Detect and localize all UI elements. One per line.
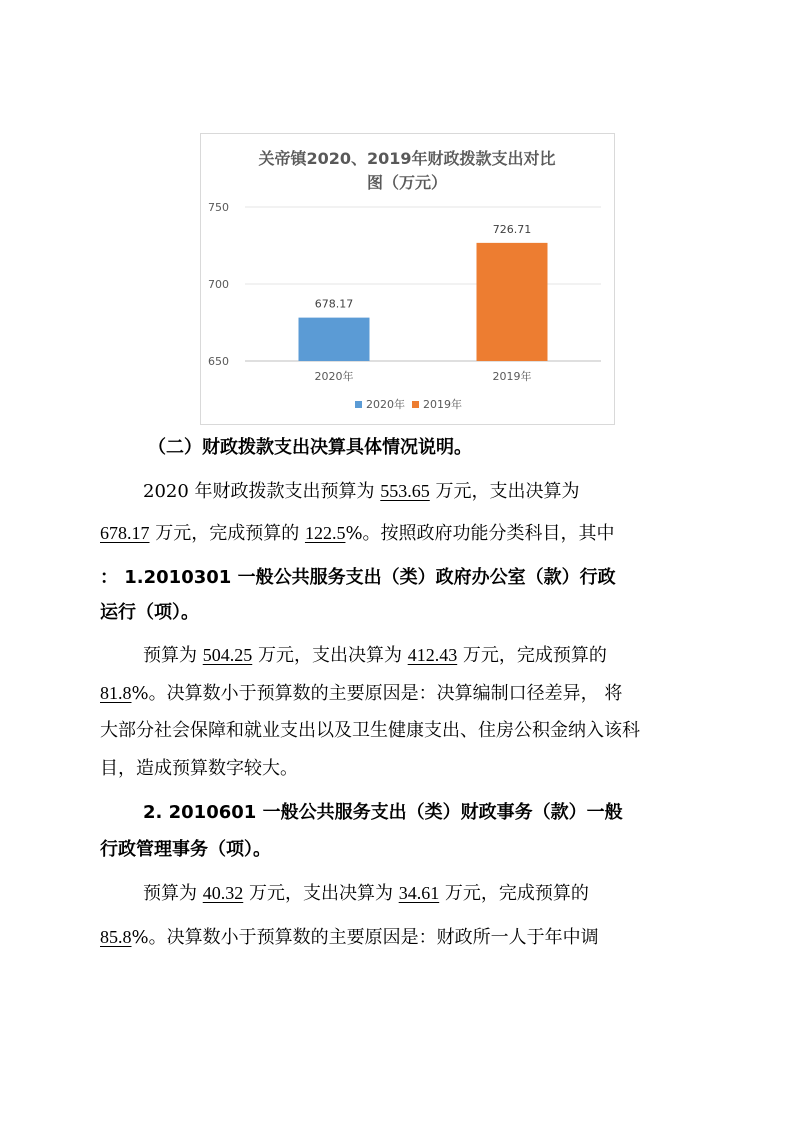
legend — [355, 397, 462, 411]
intro-text: 万元，支出决算为 — [429, 481, 580, 502]
item2-heading-line-1 — [143, 800, 793, 826]
completion-rate: 122.5 — [304, 523, 346, 543]
item2-actual: 34.61 — [398, 883, 440, 903]
bar-1 — [477, 243, 548, 361]
item1-text: %。决算数小于预算数的主要原因是：决算编制口径差异， 将 — [131, 683, 623, 704]
budget-value: 553.65 — [380, 481, 430, 501]
y-axis-ticks — [208, 201, 229, 368]
item1-budget: 504.25 — [202, 645, 253, 665]
chart-title-line1: 关帝镇2020、2019年财政拨款支出对比 — [258, 149, 556, 168]
item1-heading-line-2 — [100, 600, 793, 626]
item1-actual: 412.43 — [407, 645, 458, 665]
item1-para-line-3 — [100, 718, 793, 744]
x-tick-label: 2019年 — [492, 370, 532, 383]
intro-line-2 — [100, 520, 793, 547]
item1-rate: 81.8 — [100, 683, 132, 703]
item2-text: 万元，完成预算的 — [439, 883, 589, 904]
item2-para-line-2 — [100, 924, 793, 951]
chart-svg — [201, 134, 614, 424]
item2-budget: 40.32 — [202, 883, 244, 903]
item1-heading-text: 运行（项）。 — [100, 602, 199, 623]
item1-para-line-1 — [143, 642, 793, 669]
y-tick-label: 700 — [208, 278, 229, 291]
legend-label-2019: 2019年 — [423, 398, 462, 411]
item1-text: 预算为 — [143, 645, 203, 666]
expenditure-comparison-chart — [200, 133, 615, 425]
item2-heading-text: 行政管理事务（项）。 — [100, 839, 271, 860]
x-axis-ticks — [315, 369, 532, 383]
item1-text: 万元，完成预算的 — [457, 645, 607, 666]
bars — [299, 223, 548, 361]
data-label: 678.17 — [314, 297, 354, 311]
intro-text: 2020 年财政拨款支出预算为 — [143, 481, 381, 502]
x-tick-label: 2020年 — [314, 370, 354, 383]
y-tick-label: 650 — [208, 355, 229, 368]
section-heading — [148, 435, 793, 461]
item1-para-line-2 — [100, 680, 793, 707]
item2-text: 万元，支出决算为 — [243, 883, 399, 904]
legend-swatch-2020 — [355, 401, 362, 408]
legend-swatch-2019 — [412, 401, 419, 408]
intro-line-1 — [143, 478, 793, 505]
item2-heading-line-2 — [100, 837, 793, 863]
item2-text: 预算为 — [143, 883, 203, 904]
y-tick-label: 750 — [208, 201, 229, 214]
data-label: 726.71 — [492, 222, 532, 236]
item2-heading-text: 2. 2010601 一般公共服务支出（类）财政事务（款）一般 — [143, 802, 623, 823]
item2-para-line-1 — [143, 880, 793, 907]
item1-text: 万元，支出决算为 — [252, 645, 408, 666]
item2-text: %。决算数小于预算数的主要原因是：财政所一人于年中调 — [131, 927, 599, 948]
legend-label-2020: 2020年 — [366, 398, 405, 411]
item1-heading-text: ： 1.2010301 一般公共服务支出（类）政府办公室（款）行政 — [100, 567, 616, 588]
intro-text: %。按照政府功能分类科目，其中 — [345, 523, 615, 544]
intro-text: 万元，完成预算的 — [149, 523, 305, 544]
item1-heading-line-1 — [100, 565, 793, 591]
item1-text: 大部分社会保障和就业支出以及卫生健康支出、住房公积金纳入该科 — [100, 720, 640, 741]
gridlines — [245, 207, 601, 361]
chart-title-line2: 图（万元） — [366, 173, 448, 192]
actual-value: 678.17 — [100, 523, 150, 543]
item1-text: 目，造成预算数字较大。 — [100, 758, 298, 779]
bar-0 — [299, 318, 370, 361]
item2-rate: 85.8 — [100, 927, 132, 947]
item1-para-line-4 — [100, 756, 793, 782]
section-heading-text: （二）财政拨款支出决算具体情况说明。 — [148, 437, 472, 458]
